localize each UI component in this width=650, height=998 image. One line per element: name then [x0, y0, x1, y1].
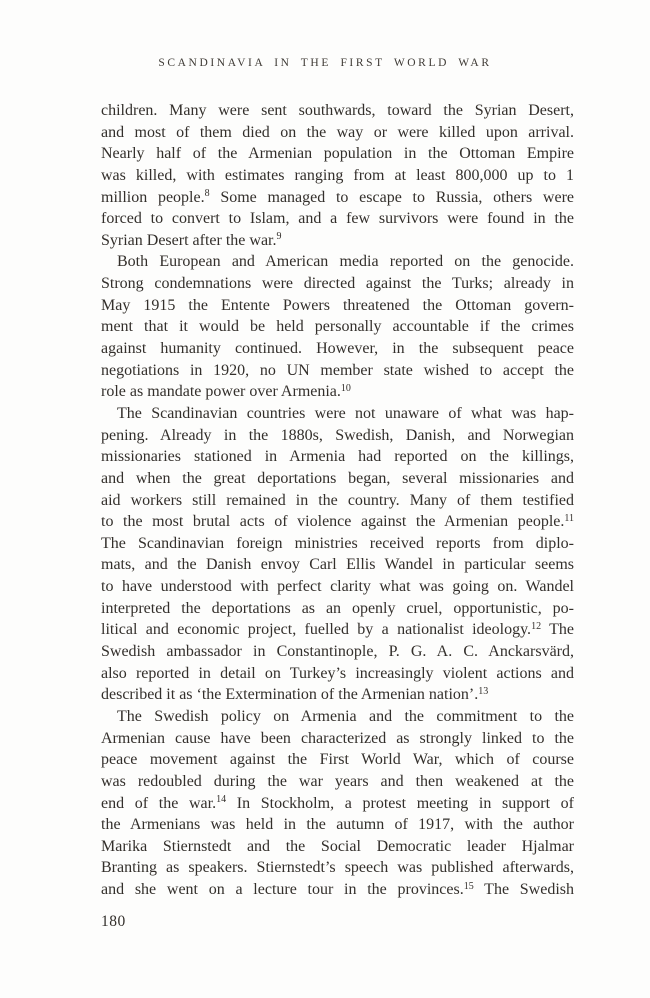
body-line: and she went on a lecture tour in the provinces.$^{15}$ The Swedish: [101, 880, 574, 899]
body-line: was killed, with estimates ranging from at least 800,000 up to 1: [101, 166, 574, 184]
body-line: Nearly half of the Armenian population in the Ottoman Empire: [101, 145, 574, 163]
footnote-ref: 10: [340, 382, 351, 394]
body-line: May 1915 the Entente Powers threatened the Ottoman govern-: [101, 296, 574, 314]
body-line: pening. Already in the 1880s, Swedish, Danish, and Norwegian: [101, 426, 574, 444]
body-line: forced to convert to Islam, and a few survivors were found in the: [101, 210, 574, 228]
body-line: end of the war.$^{14}$ In Stockholm, a protest meeting in support of: [101, 794, 574, 812]
body-text: [101, 100, 574, 901]
body-line: The Swedish policy on Armenia and the commitment to the: [117, 707, 574, 725]
footnote-ref: 12: [531, 620, 542, 632]
body-line: peace movement against the First World War, which of course: [101, 751, 574, 769]
footnote-ref: 11: [564, 512, 574, 524]
body-line: also reported in detail on Turkey’s increasingly violent actions and: [101, 664, 574, 682]
body-line: Armenian cause have been characterized as strongly linked to the: [101, 729, 574, 747]
body-line: against humanity continued. However, in the subsequent peace: [101, 340, 574, 358]
running-header: SCANDINAVIA IN THE FIRST WORLD WAR: [158, 57, 492, 69]
body-line: Strong condemnations were directed against the Turks; already in: [101, 275, 574, 293]
body-line: The Scandinavian foreign ministries received reports from diplo-: [101, 534, 574, 552]
body-line: Branting as speakers. Stiernstedt’s speech was published afterwards,: [101, 859, 574, 877]
body-line: described it as ‘the Extermination of the Armenian nation’.$^{13}$: [101, 685, 489, 704]
body-line: to have understood with perfect clarity what was going on. Wandel: [101, 578, 574, 596]
body-line: aid workers still remained in the country. Many of them testified: [101, 491, 574, 509]
body-line: and when the great deportations began, several missionaries and: [101, 469, 574, 487]
body-line: interpreted the deportations as an openly cruel, opportunistic, po-: [101, 599, 574, 617]
footnote-ref: 9: [276, 231, 282, 243]
body-line: missionaries stationed in Armenia had reported on the killings,: [101, 448, 574, 466]
body-line: and most of them died on the way or were killed upon arrival.: [101, 123, 574, 141]
body-line: ment that it would be held personally accountable if the crimes: [101, 318, 574, 336]
body-line: negotiations in 1920, no UN member state wished to accept the: [101, 361, 574, 379]
footnote-ref: 15: [463, 880, 474, 892]
page-number: 180: [101, 913, 126, 930]
footnote-ref: 13: [478, 685, 489, 697]
footnote-ref: 14: [216, 794, 227, 805]
body-line: children. Many were sent southwards, toward the Syrian Desert,: [101, 102, 574, 119]
body-line: mats, and the Danish envoy Carl Ellis Wandel in particular seems: [101, 556, 574, 574]
body-line: role as mandate power over Armenia.$^{10}$: [101, 382, 351, 401]
footnote-ref: 8: [204, 188, 210, 200]
body-line: Both European and American media reported on the genocide.: [117, 253, 574, 271]
body-line: to the most brutal acts of violence against the Armenian people.$^{11}$: [101, 512, 574, 531]
body-line: The Scandinavian countries were not unaware of what was hap-: [117, 404, 574, 422]
body-line: was redoubled during the war years and then weakened at the: [101, 772, 574, 790]
body-line: Swedish ambassador in Constantinople, P. G. A. C. Anckarsvärd,: [101, 643, 574, 661]
body-line: litical and economic project, fuelled by a nationalist ideology.$^{12}$ The: [101, 620, 574, 639]
body-line: million people.$^8$ Some managed to escape to Russia, others were: [101, 188, 574, 206]
body-line: the Armenians was held in the autumn of 1917, with the author: [101, 816, 574, 834]
body-line: Marika Stiernstedt and the Social Democratic leader Hjalmar: [101, 837, 574, 855]
body-line: Syrian Desert after the war.$^9$: [101, 231, 282, 249]
